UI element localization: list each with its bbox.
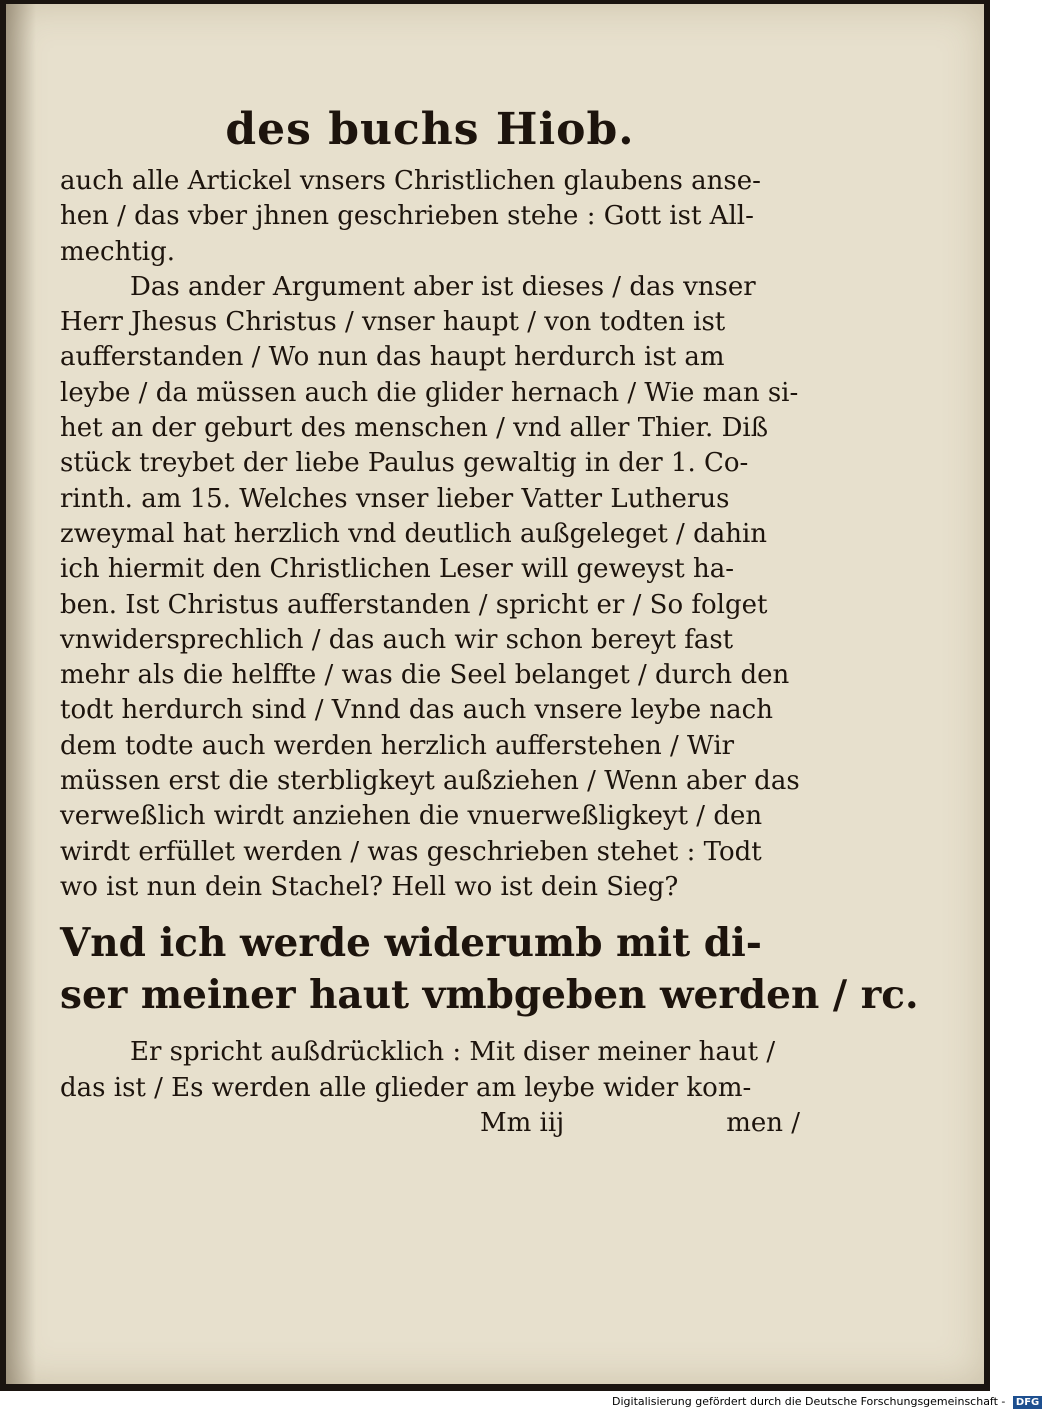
text-line: wirdt erfüllet werden / was geschrieben stehet : Todt	[60, 836, 762, 867]
dfg-logo: DFG	[1013, 1396, 1042, 1409]
text-line: ich hiermit den Christlichen Leser will geweyst ha-	[60, 554, 734, 585]
text-line: ben. Ist Christus aufferstanden / spricht er / So folget	[60, 589, 768, 620]
paragraph-3	[60, 1035, 800, 1106]
text-line: todt herdurch sind / Vnnd das auch vnsere leybe nach	[60, 695, 773, 726]
text-line: zweymal hat herzlich vnd deutlich außgeleget / dahin	[60, 518, 768, 549]
paragraph-2	[60, 270, 800, 905]
page-text	[60, 100, 919, 1141]
funding-footer	[612, 1395, 1042, 1409]
text-line: das ist / Es werden alle glieder am leybe wider kom-	[60, 1072, 752, 1103]
text-line: dem todte auch werden herzlich aufferstehen / Wir	[60, 730, 735, 761]
page-gutter-shadow	[6, 4, 36, 1384]
text-line: vnwidersprechlich / das auch wir schon bereyt fast	[60, 624, 734, 655]
signature-mark: Mm iij	[480, 1107, 565, 1138]
text-line: müssen erst die sterbligkeyt außziehen / Wenn aber das	[60, 766, 800, 797]
text-line: stück treybet der liebe Paulus gewaltig in der 1. Co-	[60, 448, 749, 479]
text-line: auch alle Artickel vnsers Christlichen glaubens anse-	[60, 166, 761, 196]
text-line: mehr als die helffte / was die Seel belanget / durch den	[60, 660, 790, 691]
text-line: Das ander Argument aber ist dieses / das vnser	[130, 271, 756, 302]
text-line: het an der geburt des menschen / vnd aller Thier. Diß	[60, 413, 769, 444]
verse-line: ser meiner haut vmbgeben werden / rc.	[60, 972, 919, 1019]
text-line: Er spricht außdrücklich : Mit diser meiner haut /	[130, 1037, 776, 1068]
text-line: wo ist nun dein Stachel? Hell wo ist dein Sieg?	[60, 871, 679, 902]
catchword: men /	[726, 1107, 800, 1138]
running-header: des buchs Hiob.	[225, 104, 635, 155]
text-line: rinth. am 15. Welches vnser lieber Vatter Lutherus	[60, 483, 730, 514]
text-line: leybe / da müssen auch die glider hernach / Wie man si-	[60, 377, 799, 408]
text-line: aufferstanden / Wo nun das haupt herdurch ist am	[60, 342, 725, 373]
text-line: mechtig.	[60, 236, 176, 267]
footer-text: Digitalisierung gefördert durch die Deutsche Forschungsgemeinschaft -	[612, 1395, 1006, 1408]
scripture-verse	[60, 917, 919, 1021]
text-line: Herr Jhesus Christus / vnser haupt / von todten ist	[60, 307, 726, 338]
text-line: verweßlich wirdt anziehen die vnuerweßligkeyt / den	[60, 801, 763, 832]
text-line: hen / das vber jhnen geschrieben stehe : Gott ist All-	[60, 201, 754, 232]
paragraph-1	[60, 164, 800, 270]
signature-row	[60, 1106, 800, 1141]
verse-line: Vnd ich werde widerumb mit di-	[60, 920, 762, 967]
